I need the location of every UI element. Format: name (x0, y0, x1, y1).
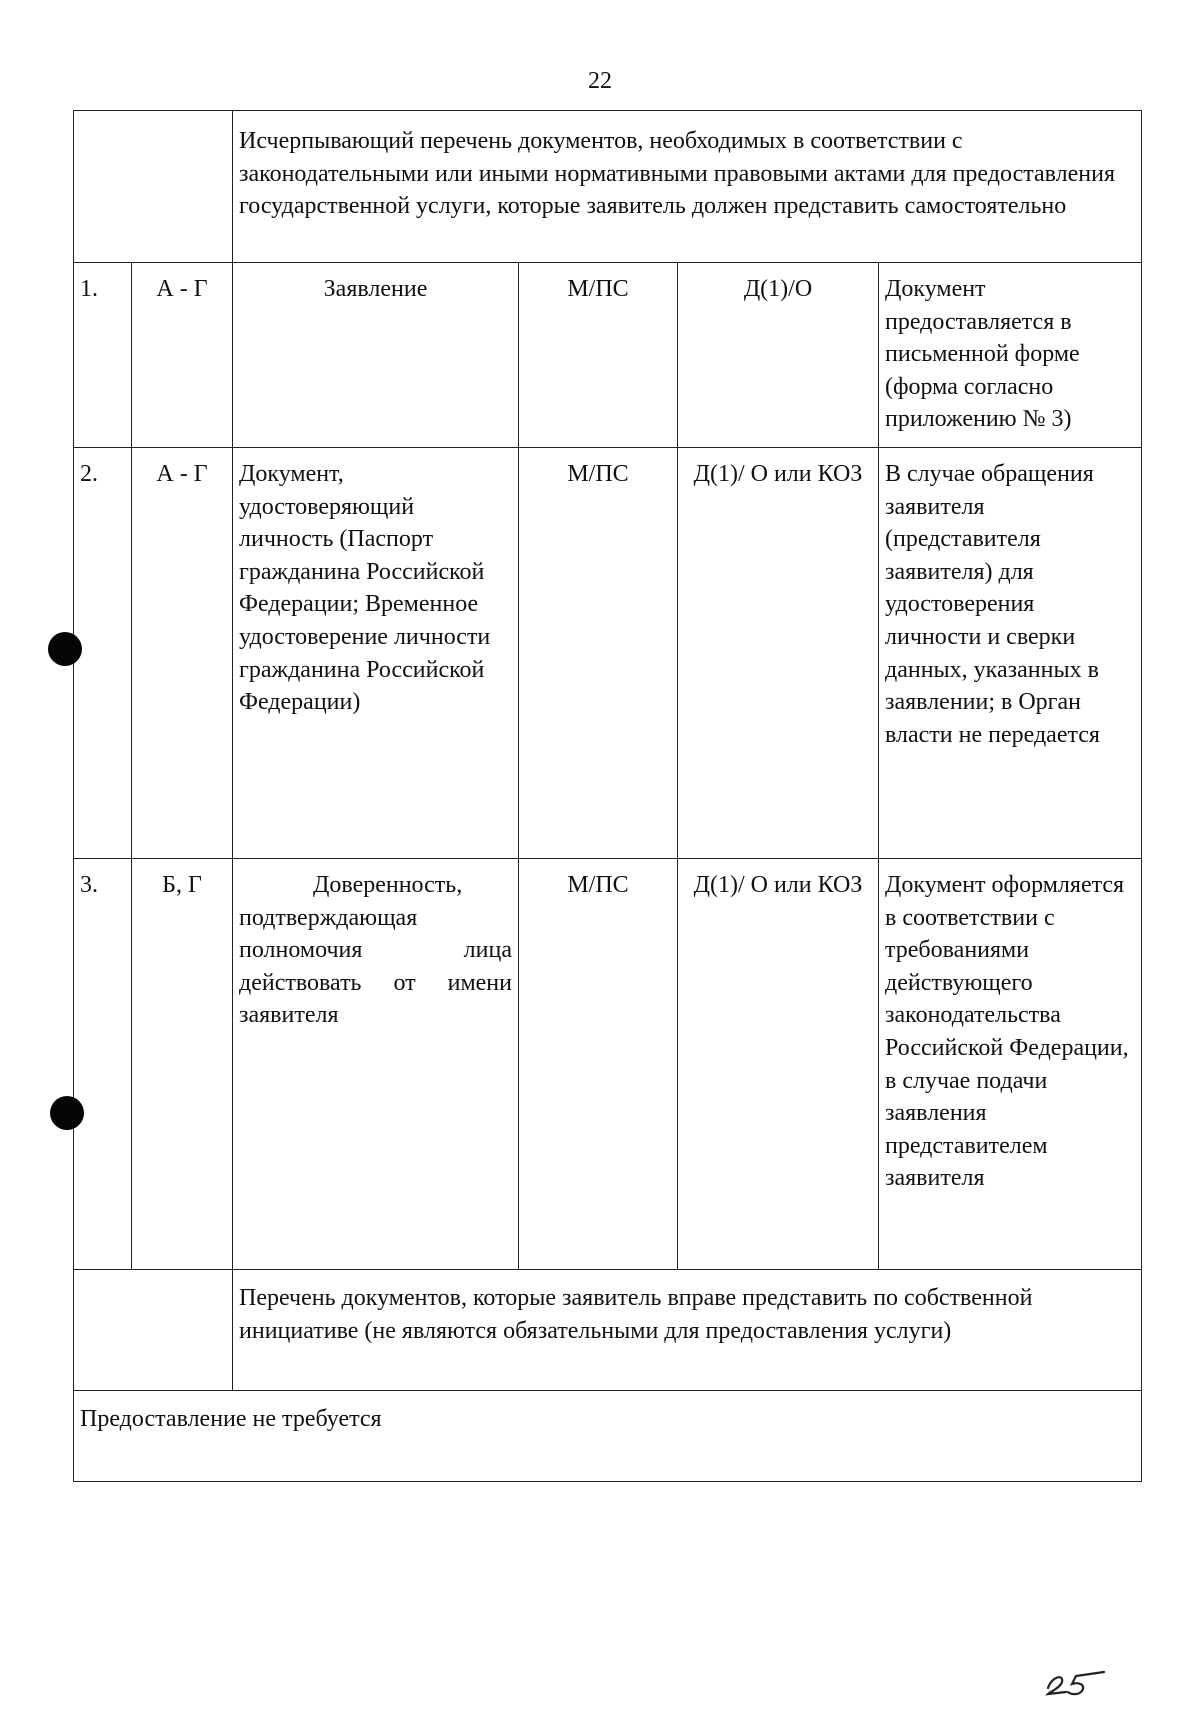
document-note: В случае обращения заявителя (представителя заявителя) для удостоверения личности и сверки данных, указанных в заявлении; в Орган власти не передается (879, 448, 1142, 859)
optional-empty-cell (74, 1270, 233, 1391)
applicant-category: А - Г (132, 448, 233, 859)
applicant-category: А - Г (132, 263, 233, 448)
document-form: Д(1)/ О или КОЗ (678, 448, 879, 859)
row-number: 1. (74, 263, 132, 448)
applicant-category: Б, Г (132, 859, 233, 1270)
document-form: Д(1)/О (678, 263, 879, 448)
handwritten-number-drawing (1042, 1664, 1112, 1698)
table-row (74, 448, 1142, 859)
submission-method: М/ПС (519, 448, 678, 859)
required-documents-header: Исчерпывающий перечень документов, необходимых в соответствии с законодательными или иными нормативными правовыми актами для предоставления государственной услуги, которые заявитель должен представить самостоятельно (233, 111, 1142, 263)
table-row (74, 263, 1142, 448)
submission-method: М/ПС (519, 859, 678, 1270)
table-row (74, 859, 1142, 1270)
optional-documents-header-row (74, 1270, 1142, 1391)
row-number: 3. (74, 859, 132, 1270)
document-form: Д(1)/ О или КОЗ (678, 859, 879, 1270)
document-name: Заявление (233, 263, 519, 448)
document-note: Документ предоставляется в письменной форме (форма согласно приложению № 3) (879, 263, 1142, 448)
optional-documents-row (74, 1391, 1142, 1482)
binder-hole (50, 1096, 84, 1130)
optional-documents-note: Предоставление не требуется (74, 1391, 1142, 1482)
header-empty-cell (74, 111, 233, 263)
page-number: 22 (588, 68, 612, 94)
document-note: Документ оформляется в соответствии с требованиями действующего законодательства Российской Федерации, в случае подачи заявления представителем заявителя (879, 859, 1142, 1270)
submission-method: М/ПС (519, 263, 678, 448)
optional-documents-header: Перечень документов, которые заявитель вправе представить по собственной инициативе (не являются обязательными для предоставления услуги) (233, 1270, 1142, 1391)
required-documents-header-row (74, 111, 1142, 263)
handwritten-page-mark (1042, 1664, 1112, 1698)
document-name: Доверенность, подтверждающая полномочия лица действовать от имени заявителя (233, 859, 519, 1270)
document-name: Документ, удостоверяющий личность (Паспорт гражданина Российской Федерации; Временное удостоверение личности гражданина Российской Федерации) (233, 448, 519, 859)
binder-hole (48, 632, 82, 666)
documents-table (73, 110, 1142, 1482)
row-number: 2. (74, 448, 132, 859)
